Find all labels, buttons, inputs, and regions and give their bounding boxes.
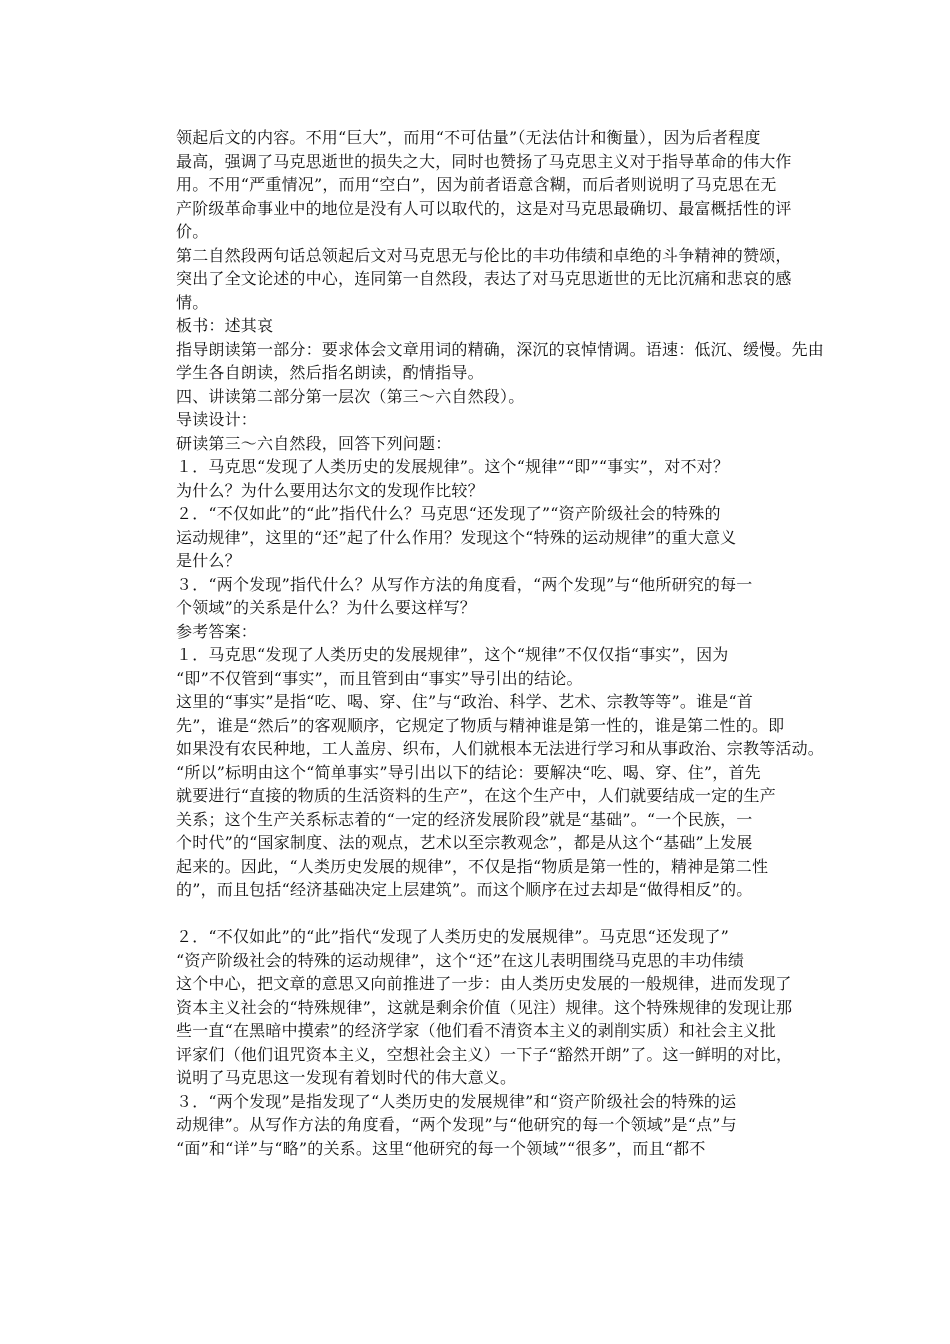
text-line: 产阶级革命事业中的地位是没有人可以取代的，这是对马克思最确切、最富概括性的评 [176, 198, 792, 218]
text-line: 评家们（他们诅咒资本主义，空想社会主义）一下子“豁然开朗”了。这一鲜明的对比， [176, 1044, 793, 1064]
text-line: 导读设计： [176, 410, 258, 429]
text-line: ３．“两个发现”是指发现了“人类历史的发展规律”和“资产阶级社会的特殊的运 [176, 1091, 737, 1111]
text-line: “资产阶级社会的特殊的运动规律”，这个“还”在这儿表明围绕马克思的丰功伟绩 [176, 950, 745, 970]
text-line: 就要进行“直接的物质的生活资料的生产”，在这个生产中，人们就要结成一定的生产 [176, 786, 776, 805]
text-line: 情。 [176, 292, 209, 312]
text-line: 研读第三～六自然段，回答下列问题： [176, 433, 452, 453]
text-line: 些一直“在黑暗中摸索”的经济学家（他们看不清资本主义的剥削实质）和社会主义批 [176, 1021, 776, 1040]
text-line: 是什么？ [176, 551, 241, 570]
text-line: 个时代”的“国家制度、法的观点，艺术以至宗教观念”，都是从这个“基础”上发展 [176, 833, 753, 852]
text-line: 突出了全文论述的中心，连同第一自然段，表达了对马克思逝世的无比沉痛和悲哀的感 [176, 269, 792, 288]
paragraph-spacer [176, 902, 806, 926]
text-line: “面”和“详”与“略”的关系。这里“他研究的每一个领域”“很多”，而且“都不 [176, 1138, 706, 1158]
text-line: 这里的“事实”是指“吃、喝、穿、住”与“政治、科学、艺术、宗教等等”。谁是“首 [176, 692, 754, 711]
text-line: 板书：述其哀 [176, 316, 274, 335]
text-line: 起来的。因此，“人类历史发展的规律”，不仅是指“物质是第一性的，精神是第二性 [176, 856, 769, 876]
text-line: 动规律”。从写作方法的角度看，“两个发现”与“他研究的每一个领域”是“点”与 [176, 1115, 737, 1134]
text-line: 说明了马克思这一发现有着划时代的伟大意义。 [176, 1068, 517, 1087]
text-line: “所以”标明由这个“简单事实”导引出以下的结论：要解决“吃、喝、穿、住”，首先 [176, 762, 761, 782]
text-line: 先”，谁是“然后”的客观顺序，它规定了物质与精神谁是第一性的，谁是第二性的。即 [176, 715, 785, 735]
text-line: 为什么？为什么要用达尔文的发现作比较？ [176, 480, 484, 500]
text-line: １．马克思“发现了人类历史的发展规律”。这个“规律”“即”“事实”，对不对？ [176, 457, 730, 476]
text-line: ２．“不仅如此”的“此”指代“发现了人类历史的发展规律”。马克思“还发现了” [176, 927, 730, 946]
text-line: “即”不仅管到“事实”，而且管到由“事实”导引出的结论。 [176, 668, 583, 688]
text-line: 个领域”的关系是什么？为什么要这样写？ [176, 598, 476, 617]
text-line: 如果没有农民种地，工人盖房、织布，人们就根本无法进行学习和从事政治、宗教等活动。 [176, 739, 825, 758]
text-line: 参考答案： [176, 621, 258, 641]
text-line: 四、讲读第二部分第一层次（第三～六自然段）。 [176, 386, 525, 406]
text-line: 最高，强调了马克思逝世的损失之大，同时也赞扬了马克思主义对于指导革命的伟大作 [176, 151, 792, 171]
text-line: 的”，而且包括“经济基础决定上层建筑”。而这个顺序在过去却是“做得相反”的。 [176, 880, 753, 899]
text-line: ２．“不仅如此”的“此”指代什么？马克思“还发现了”“资产阶级社会的特殊的 [176, 504, 721, 523]
text-line: 第二自然段两句话总领起后文对马克思无与伦比的丰功伟绩和卓绝的斗争精神的赞颂， [176, 245, 792, 265]
text-line: 运动规律”，这里的“还”起了什么作用？发现这个“特殊的运动规律”的重大意义 [176, 527, 737, 547]
text-line: 学生各自朗读，然后指名朗读，酌情指导。 [176, 363, 484, 382]
document-page [176, 126, 825, 1160]
text-line: 资本主义社会的“特殊规律”，这就是剩余价值（见注）规律。这个特殊规律的发现让那 [176, 997, 793, 1017]
text-line: １．马克思“发现了人类历史的发展规律”，这个“规律”不仅仅指“事实”，因为 [176, 645, 729, 664]
text-line: 这个中心，把文章的意思又向前推进了一步：由人类历史发展的一般规律，进而发现了 [176, 974, 792, 993]
text-line: 领起后文的内容。不用“巨大”，而用“不可估量”（无法估计和衡量），因为后者程度 [176, 128, 761, 147]
text-line: 关系；这个生产关系标志着的“一定的经济发展阶段”就是“基础”。“一个民族，一 [176, 809, 753, 829]
text-line: 指导朗读第一部分：要求体会文章用词的精确，深沉的哀悼情调。语速：低沉、缓慢。先由 [176, 339, 825, 359]
text-line: 用。不用“严重情况”，而用“空白”，因为前者语意含糊，而后者则说明了马克思在无 [176, 175, 777, 194]
text-line: ３．“两个发现”指代什么？从写作方法的角度看，“两个发现”与“他所研究的每一 [176, 574, 753, 594]
text-line: 价。 [176, 222, 209, 241]
